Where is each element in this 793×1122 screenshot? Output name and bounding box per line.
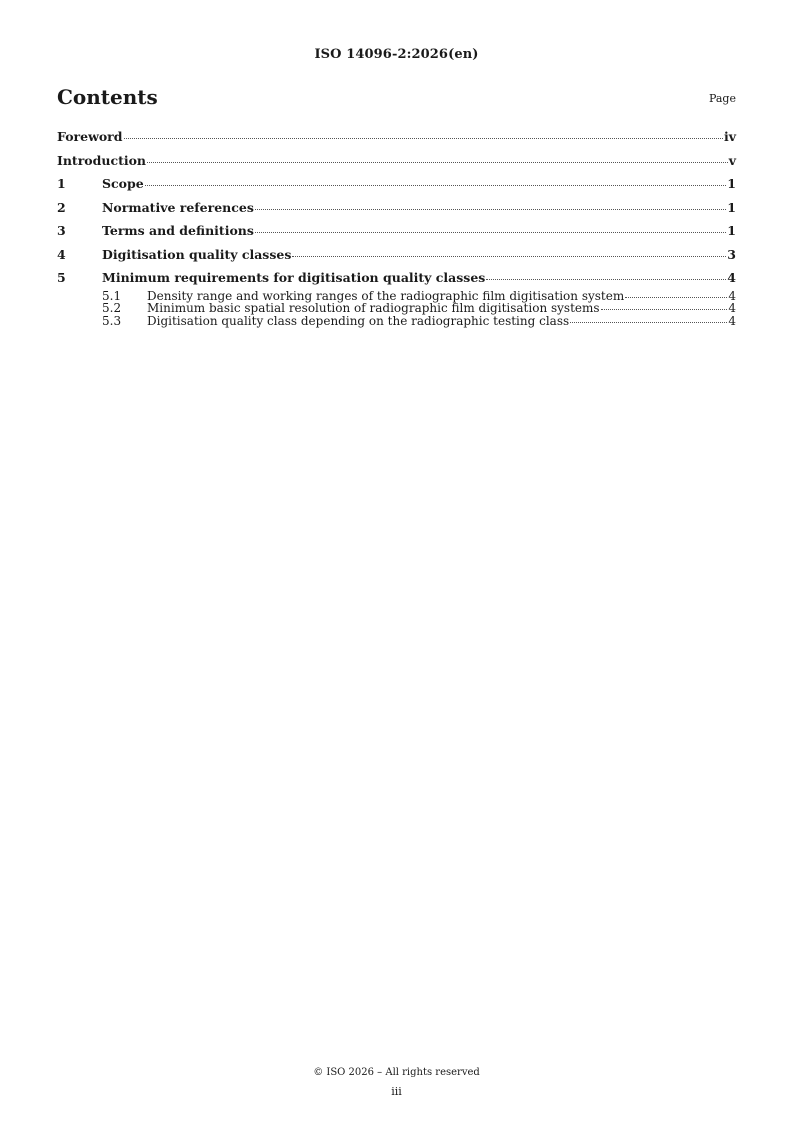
toc-subentry-spatial-resolution[interactable]	[57, 301, 736, 314]
toc-subentry-title: Digitisation quality class depending on the radiographic testing class	[147, 313, 570, 328]
toc-entry-title: Minimum requirements for digitisation quality classes	[102, 270, 486, 285]
toc-entry-title: Foreword	[57, 129, 123, 144]
toc-entry-normative-references[interactable]	[57, 200, 736, 224]
toc-entry-title: Terms and definitions	[102, 223, 254, 238]
toc-entry-foreword[interactable]	[57, 129, 736, 153]
toc-entry-introduction[interactable]	[57, 153, 736, 177]
table-of-contents	[57, 129, 736, 326]
toc-leader-dots	[292, 256, 726, 257]
contents-title: Contents	[57, 85, 158, 109]
toc-subentry-title: Minimum basic spatial resolution of radiographic film digitisation systems	[147, 301, 600, 315]
toc-entry-page: 3	[727, 246, 736, 262]
toc-leader-dots	[255, 232, 726, 233]
toc-leader-dots	[145, 185, 727, 186]
toc-subentry-title: Density range and working ranges of the radiographic film digitisation system	[147, 288, 625, 303]
toc-entry-page: 4	[727, 270, 736, 285]
toc-entry-number: 4	[57, 246, 66, 262]
toc-entry-title: Scope	[102, 176, 144, 191]
toc-subentry-page: 4	[728, 301, 736, 315]
toc-leader-dots	[486, 279, 726, 280]
toc-entry-page: 1	[727, 199, 736, 215]
toc-subentry-number: 5.1	[102, 288, 122, 303]
toc-subentry-number: 5.2	[102, 301, 122, 315]
toc-leader-dots	[601, 309, 728, 310]
page-number: iii	[391, 1085, 402, 1098]
copyright-notice: © ISO 2026 – All rights reserved	[313, 1067, 480, 1078]
toc-leader-dots	[124, 138, 723, 139]
toc-leader-dots	[147, 162, 728, 163]
toc-entry-number: 2	[57, 199, 66, 215]
toc-subentry-page: 4	[728, 313, 736, 328]
page-column-label: Page	[708, 92, 736, 105]
toc-entry-title: Normative references	[102, 199, 254, 215]
toc-entry-title: Introduction	[57, 152, 147, 168]
toc-entry-title: Digitisation quality classes	[102, 246, 292, 262]
document-id-header: ISO 14096-2:2026(en)	[314, 47, 479, 62]
toc-subentry-number: 5.3	[102, 313, 122, 328]
toc-entry-scope[interactable]	[57, 176, 736, 200]
toc-subentry-page: 4	[728, 288, 736, 303]
toc-subentry-quality-class-testing[interactable]	[57, 314, 736, 327]
toc-entry-page: iv	[723, 129, 736, 144]
toc-leader-dots	[255, 209, 726, 210]
toc-entry-number: 1	[57, 176, 66, 191]
toc-leader-dots	[625, 297, 727, 298]
toc-subentry-density-range[interactable]	[57, 289, 736, 302]
toc-entry-number: 3	[57, 223, 66, 238]
toc-entry-number: 5	[57, 270, 66, 285]
toc-entry-page: 1	[727, 223, 736, 238]
toc-entry-terms-and-definitions[interactable]	[57, 223, 736, 247]
toc-entry-digitisation-quality-classes[interactable]	[57, 247, 736, 271]
toc-leader-dots	[570, 322, 727, 323]
toc-entry-page: v	[728, 152, 736, 168]
toc-entry-page: 1	[727, 176, 736, 191]
